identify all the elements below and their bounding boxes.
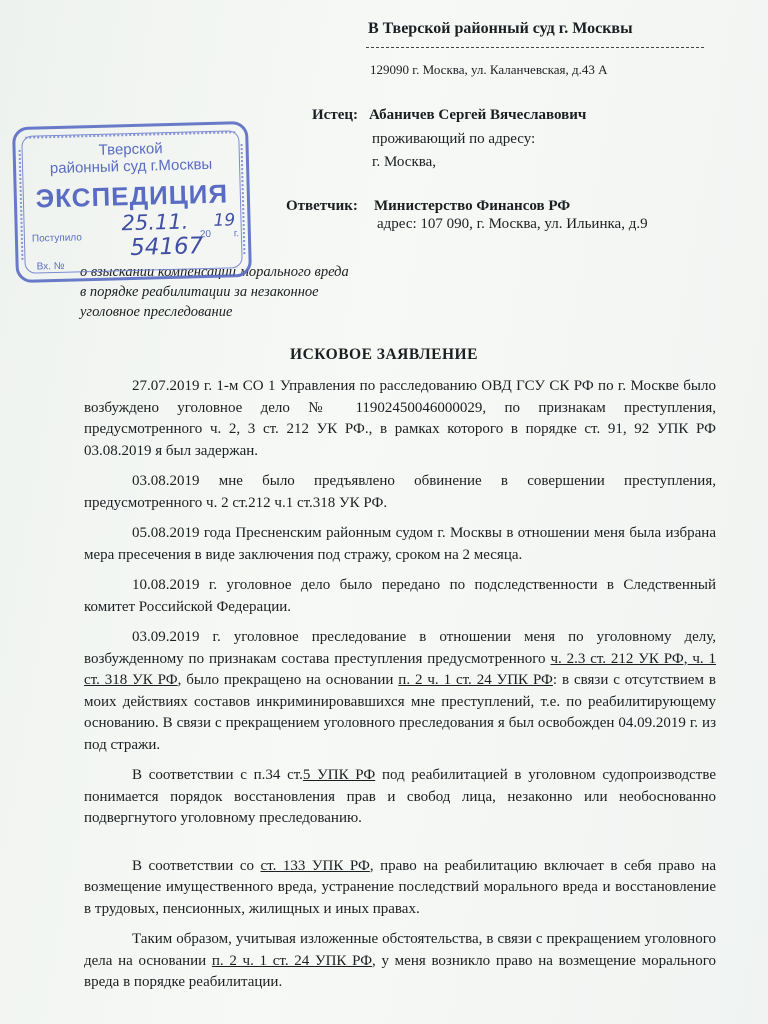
text-run: , у меня возникло право на возмещение морального вреда в порядке реабилитации. <box>84 952 716 990</box>
document-title: ИСКОВОЕ ЗАЯВЛЕНИЕ <box>290 346 478 363</box>
stamp-received-label: Поступило <box>31 232 83 245</box>
stamp-title: ЭКСПЕДИЦИЯ <box>35 178 229 214</box>
plaintiff-name: Абаничев Сергей Вячеславович <box>369 107 587 123</box>
law-reference: ст. 133 УПК РФ <box>260 857 370 874</box>
plaintiff-label: Истец: <box>312 107 358 123</box>
text-run: под реабилитацией в уголовном судопроизводстве понимается порядок восстановления прав и свобод лица, незаконно или необоснованно подвергнутого уголовному преследованию. <box>84 767 717 826</box>
text-run: 03.09.2019 г. уголовное преследование в отношении меня по уголовному делу, возбужденному по признакам состава преступления предусмотренного <box>84 629 716 667</box>
stamp-incoming-number: 54167 <box>129 233 204 262</box>
text-run: В соответствии со <box>132 857 261 874</box>
plaintiff-address: г. Москва, <box>372 154 437 170</box>
law-reference: п. 2 ч. 1 ст. 24 УПК РФ <box>398 672 553 688</box>
paragraph: 27.07.2019 г. 1-м СО 1 Управления по расследованию ОВД ГСУ СК РФ по г. Москве было возбуждено уголовное дело № 11902450046000029, по признакам преступления, предусмотренного ч. 2, 3 ст. 212 УК РФ., в рамках которого в порядке ст. 91, 92 УПК РФ 03.08.2019 я был задержан. <box>84 378 716 459</box>
paragraph <box>84 929 716 994</box>
stamp-year-unit: г. <box>233 228 240 240</box>
stamp-court-name <box>15 138 246 178</box>
defendant-name: Министерство Финансов РФ <box>374 198 571 214</box>
stamp-court-line: районный суд г.Москвы <box>49 155 213 178</box>
paragraph: 10.08.2019 г. уголовное дело было передано по подследственности в Следственный комитет Российской Федерации. <box>84 577 716 615</box>
defendant-label: Ответчик: <box>286 198 358 214</box>
text-run: Таким образом, учитывая изложенные обстоятельства, в связи с прекращением уголовного дела на основании <box>84 931 716 969</box>
law-reference: 5 УПК РФ <box>302 767 376 783</box>
defendant-address: адрес: 107 090, г. Москва, ул. Ильинка, д.9 <box>377 216 648 232</box>
document-body <box>84 376 716 1003</box>
law-reference: ч. 2.3 ст. 212 УК РФ, ч. 1 ст. 318 УК РФ <box>84 650 717 688</box>
court-expedition-stamp <box>12 121 252 283</box>
stamp-court-line: Тверской <box>98 140 163 159</box>
text-run: : в связи с отсутствием в моих действиях составов инкриминировавшихся мне преступлений, т.е. по реабилитирующему основанию. В связи с прекращением уголовного преследования я был освобожден 04.09.2019 г. из под стражи. <box>84 672 716 753</box>
plaintiff-address-label: проживающий по адресу: <box>372 131 536 147</box>
subject-line: уголовное преследование <box>80 304 233 320</box>
paragraph <box>84 765 716 830</box>
law-reference: п. 2 ч. 1 ст. 24 УПК РФ <box>211 952 373 969</box>
stamp-incoming-label: Вх. № <box>36 260 65 273</box>
text-run: , было прекращено на основании <box>177 672 399 688</box>
subject-line: в порядке реабилитации за незаконное <box>80 284 319 300</box>
stamp-received-date: 25.11. <box>121 209 189 236</box>
court-underline <box>366 47 704 48</box>
paragraph: 03.08.2019 мне было предъявлено обвинение в совершении преступления, предусмотренного ч. 2 ст.212 ч.1 ст.318 УК РФ. <box>84 473 716 511</box>
paragraph: 05.08.2019 года Пресненским районным судом г. Москвы в отношении меня была избрана мера пресечения в виде заключения под стражу, сроком на 2 месяца. <box>84 525 716 563</box>
paragraph <box>84 856 716 921</box>
stamp-year-prefix: 20 <box>199 228 212 241</box>
paragraph <box>84 627 716 756</box>
text-run: В соответствии с п.34 ст. <box>132 767 303 783</box>
text-run: , право на реабилитацию включает в себя право на возмещение имущественного вреда, устранение последствий морального вреда и восстановление в трудовых, пенсионных, жилищных и иных правах. <box>84 857 717 917</box>
court-name: В Тверской районный суд г. Москвы <box>368 20 633 37</box>
subject-line: о взыскании компенсации морального вреда <box>80 264 349 280</box>
court-address: 129090 г. Москва, ул. Каланчевская, д.43 А <box>370 62 608 77</box>
stamp-year: 19 <box>213 210 236 231</box>
